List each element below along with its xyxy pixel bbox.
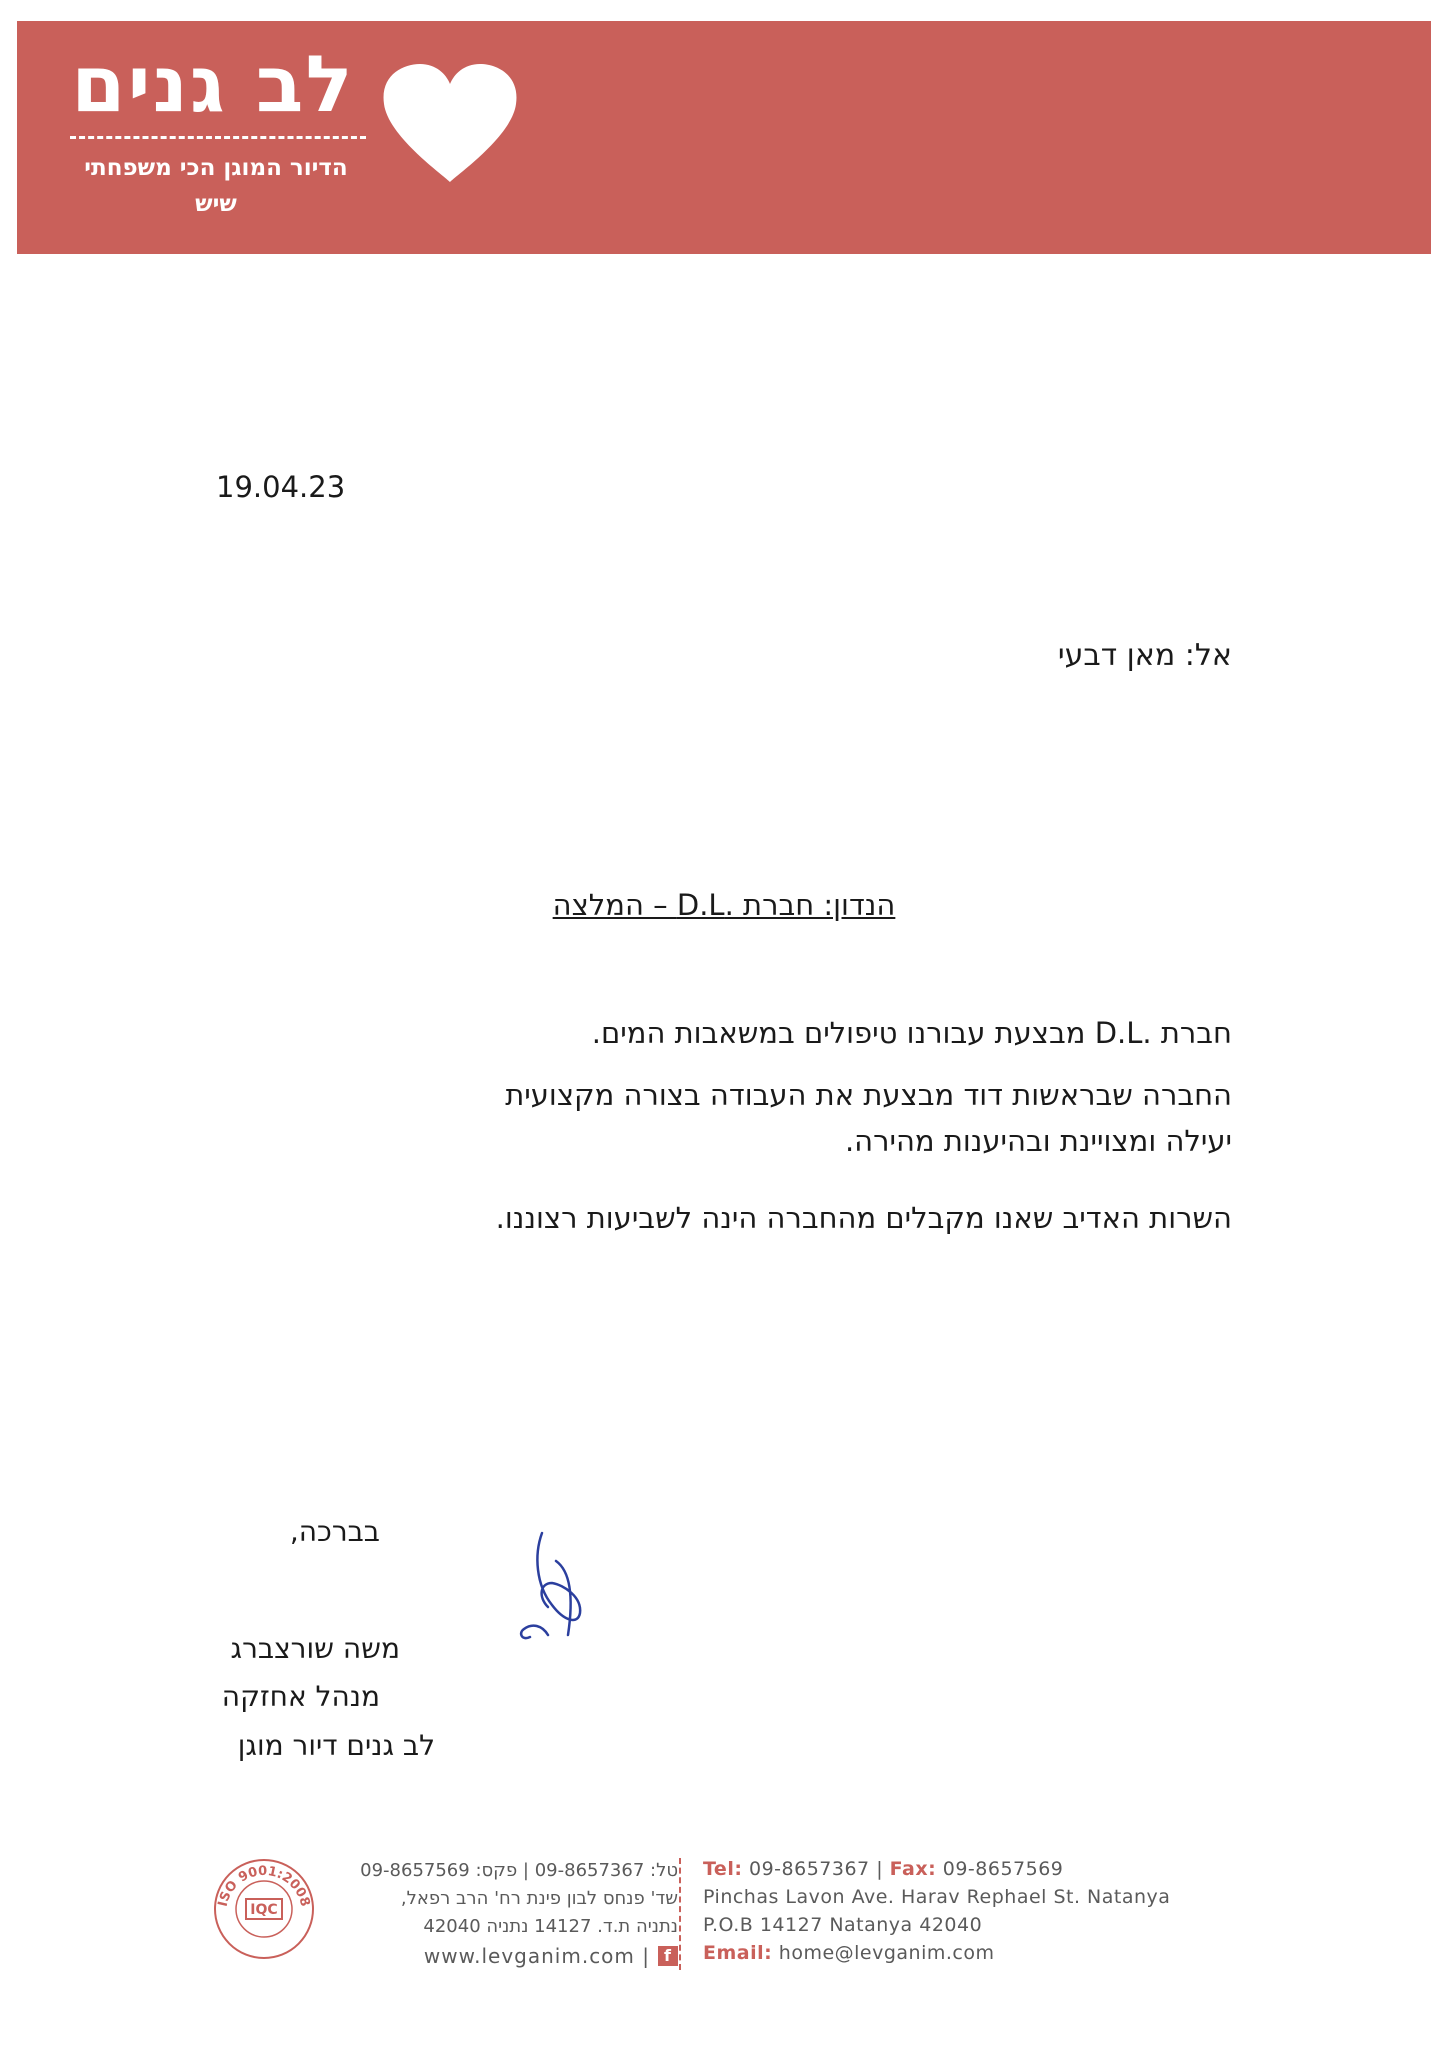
svg-text:IQC: IQC	[250, 1902, 278, 1918]
footer-email-link[interactable]: home@levganim.com	[778, 1942, 995, 1964]
footer-hebrew-address: שד' פנחס לבון פינת רח' הרב רפאל,	[400, 1888, 678, 1909]
footer-english-pob: P.O.B 14127 Natanya 42040	[703, 1914, 983, 1936]
body-paragraph-2-line-1: החברה שבראשות דוד מבצעת את העבודה בצורה מקצועית	[505, 1078, 1232, 1112]
svg-text:ISO 9001:2008: ISO 9001:2008	[215, 1863, 313, 1909]
recipient-line: אל: מאן דבעי	[1057, 638, 1232, 673]
footer-hebrew-phones: טל: 09-8657367 | פקס: 09-8657569	[360, 1860, 678, 1881]
footer-fax-label: Fax:	[889, 1858, 937, 1880]
footer-english-email	[703, 1942, 995, 1964]
subject-line: הנדון: חברת .D.L – המלצה	[552, 888, 896, 922]
footer-tel-value: 09-8657367	[748, 1858, 870, 1880]
brand-tagline: הדיור המוגן הכי משפחתי שיש	[84, 155, 348, 217]
footer-tel-label: Tel:	[703, 1858, 743, 1880]
footer-separator: |	[876, 1858, 884, 1880]
brand-divider	[70, 136, 366, 139]
footer-email-label: Email:	[703, 1942, 773, 1964]
footer-fax-value: 09-8657569	[942, 1858, 1064, 1880]
footer-english-address: Pinchas Lavon Ave. Harav Rephael St. Natanya	[703, 1886, 1171, 1908]
footer-english-phones	[703, 1858, 1063, 1880]
letter-date: 19.04.23	[216, 470, 346, 504]
signer-organization: לב גנים דיור מוגן	[237, 1729, 435, 1762]
footer-divider	[679, 1858, 681, 1970]
footer-website-row	[424, 1944, 678, 1968]
body-paragraph-3: השרות האדיב שאנו מקבלים מהחברה הינה לשביעות רצוננו.	[495, 1201, 1232, 1235]
facebook-icon[interactable]: f	[658, 1946, 678, 1966]
iso-seal-icon	[212, 1857, 316, 1961]
footer-website-link[interactable]: www.levganim.com |	[423, 1944, 650, 1968]
body-paragraph-1: חברת .D.L מבצעת עבורנו טיפולים במשאבות המים.	[591, 1016, 1232, 1050]
brand-name: לב גנים	[71, 40, 355, 130]
signer-name: משה שורצברג	[230, 1632, 400, 1665]
closing-line: בברכה,	[289, 1515, 380, 1548]
handwritten-signature	[512, 1525, 594, 1655]
heart-icon	[380, 62, 520, 186]
body-paragraph-2-line-2: יעילה ומצויינת ובהיענות מהירה.	[844, 1124, 1232, 1158]
signer-title: מנהל אחזקה	[221, 1680, 380, 1713]
footer-hebrew-pob: נתניה ת.ד. 14127 נתניה 42040	[423, 1916, 678, 1937]
